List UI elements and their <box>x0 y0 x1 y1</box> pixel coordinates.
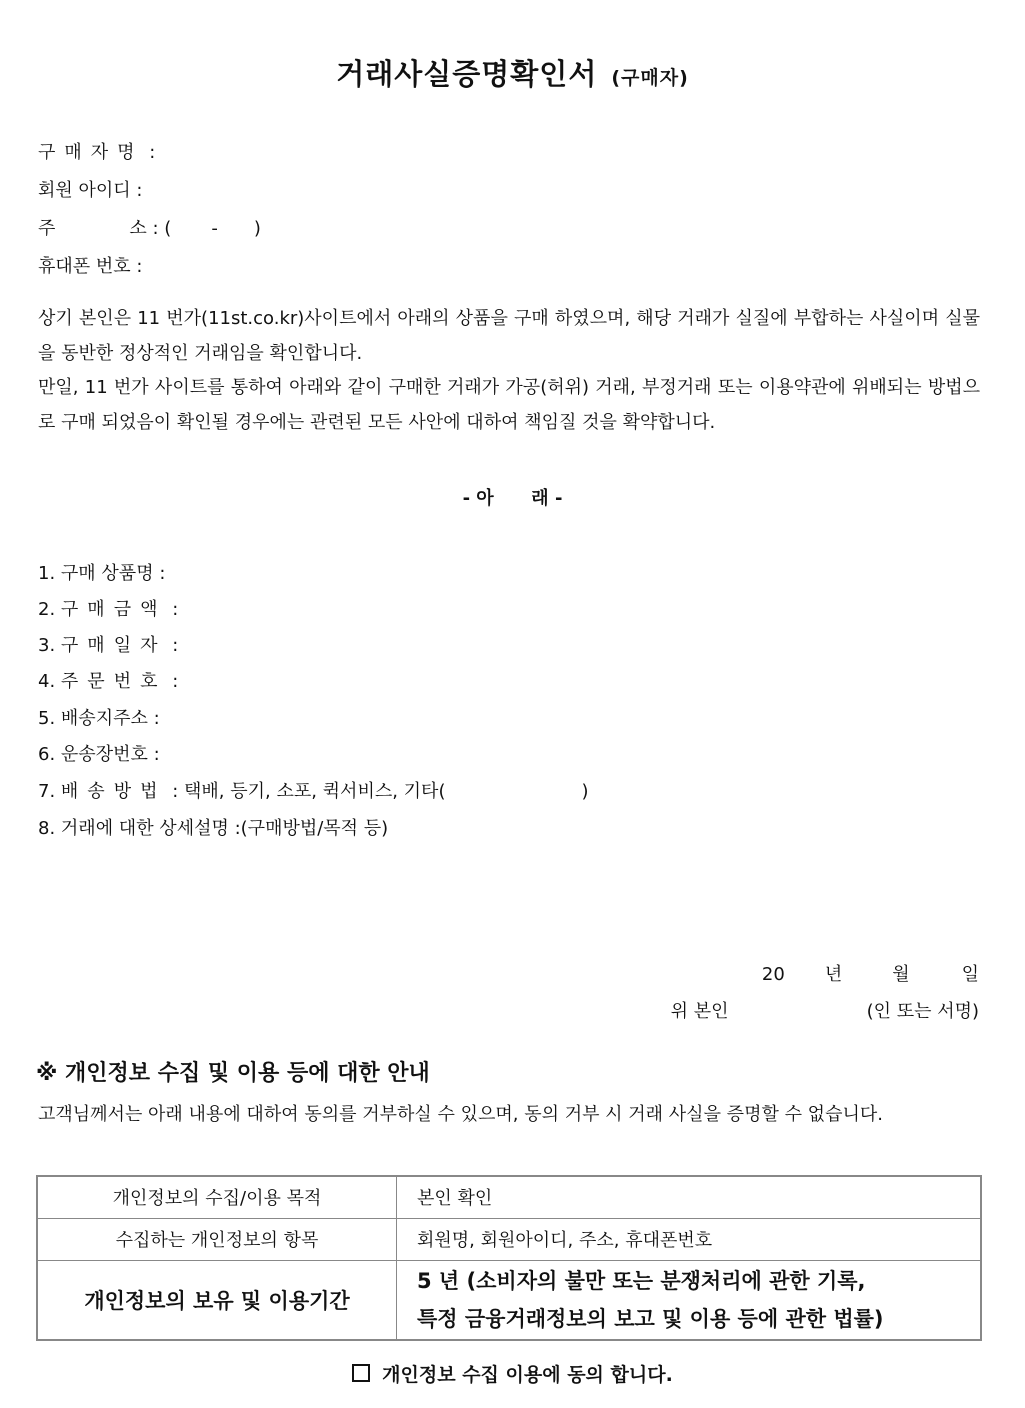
field-label: 휴대폰 번호 <box>38 256 131 277</box>
row-value: 본인 확인 <box>397 1176 982 1218</box>
item-number: 5. <box>38 708 56 729</box>
item-date <box>38 631 178 657</box>
table-row <box>37 1176 981 1218</box>
date-day: 일 <box>961 964 979 985</box>
item-sep: : <box>147 708 160 729</box>
row-header: 개인정보의 수집/이용 목적 <box>37 1176 397 1218</box>
statement-paragraph-2: 만일, 11 번가 사이트를 통하여 아래와 같이 구매한 거래가 가공(허위) 거래, 부정거래 또는 이용약관에 위배되는 방법으로 구매 되었음이 확인될 경우에는 관련된 모든 사안에 대하여 책임질 것을 확약합니다. <box>38 377 980 433</box>
item-label: 거래에 대한 상세설명 <box>60 818 229 839</box>
consent-line <box>0 1360 1025 1387</box>
item-label: 구매 상품명 <box>60 563 154 584</box>
field-buyer-name <box>38 138 155 164</box>
title-sub: (구매자) <box>611 67 689 89</box>
item-label: 배송지주소 <box>60 708 148 729</box>
date-month: 월 <box>892 964 910 985</box>
item-label: 구매금액 <box>60 599 167 620</box>
privacy-description: 고객님께서는 아래 내용에 대하여 동의를 거부하실 수 있으며, 동의 거부 시 거래 사실을 증명할 수 없습니다. <box>38 1104 883 1125</box>
item-number: 2. <box>38 599 56 620</box>
item-sep: : <box>228 818 241 839</box>
item-end: ) <box>581 781 589 802</box>
field-label: 회원 아이디 <box>38 180 131 201</box>
item-sep: : <box>166 635 179 656</box>
item-shipping-address <box>38 704 160 730</box>
item-sep: : <box>147 744 160 765</box>
item-number: 1. <box>38 563 56 584</box>
item-sep: : <box>166 671 179 692</box>
consent-text: 개인정보 수집 이용에 동의 합니다. <box>382 1364 673 1386</box>
row-value: 회원명, 회원아이디, 주소, 휴대폰번호 <box>397 1218 982 1260</box>
item-sep: : <box>153 563 166 584</box>
field-member-id <box>38 176 142 202</box>
date-line <box>762 960 979 986</box>
row-value-line-1: 5 년 (소비자의 불만 또는 분쟁처리에 관한 기록, <box>417 1268 866 1293</box>
privacy-title: ※ 개인정보 수집 및 이용 등에 대한 안내 <box>36 1061 430 1086</box>
field-value: - <box>211 218 218 239</box>
field-sep: : <box>130 256 143 277</box>
document-title <box>0 52 1025 93</box>
row-value-line-2: 특정 금융거래정보의 보고 및 이용 등에 관한 법률) <box>417 1306 884 1331</box>
below-heading: - 아 래 - <box>462 488 563 509</box>
item-number: 8. <box>38 818 56 839</box>
field-label-2: 소 <box>129 218 147 239</box>
item-number: 7. <box>38 781 56 802</box>
signature-label: 위 본인 <box>670 1001 729 1022</box>
item-value: 택배, 등기, 소포, 퀵서비스, 기타( <box>184 781 446 802</box>
item-sep: : <box>166 599 179 620</box>
item-number: 6. <box>38 744 56 765</box>
statement-paragraph-1: 상기 본인은 11 번가(11st.co.kr)사이트에서 아래의 상품을 구매 하였으며, 해당 거래가 실질에 부합하는 사실이며 실물을 동반한 정상적인 거래임을 확인합니다. <box>38 308 980 364</box>
table-row <box>37 1260 981 1340</box>
item-label: 구매일자 <box>60 635 167 656</box>
signature-hint: (인 또는 서명) <box>866 1001 979 1022</box>
consent-checkbox[interactable] <box>352 1364 370 1382</box>
date-year: 년 <box>824 964 843 985</box>
item-detail-description <box>38 814 388 840</box>
item-amount <box>38 595 178 621</box>
row-header: 개인정보의 보유 및 이용기간 <box>37 1260 397 1340</box>
signature-line <box>671 997 979 1023</box>
field-address <box>38 214 261 240</box>
item-label: 운송장번호 <box>60 744 148 765</box>
field-sep: : ( <box>146 218 172 239</box>
item-label: 주문번호 <box>60 671 167 692</box>
row-header: 수집하는 개인정보의 항목 <box>37 1218 397 1260</box>
field-label: 구매자명 <box>38 142 144 163</box>
item-value: (구매방법/목적 등) <box>240 818 389 839</box>
item-label: 배송방법 <box>60 781 167 802</box>
item-product-name <box>38 559 165 585</box>
item-shipping-method <box>38 777 589 803</box>
field-sep: : <box>130 180 143 201</box>
item-order-number <box>38 667 178 693</box>
item-sep: : <box>166 781 179 802</box>
date-year-prefix: 20 <box>761 964 785 985</box>
table-row <box>37 1218 981 1260</box>
field-sep: : <box>143 142 156 163</box>
field-label: 주 <box>38 218 56 239</box>
item-number: 4. <box>38 671 56 692</box>
field-phone <box>38 252 142 278</box>
privacy-table <box>36 1175 982 1341</box>
field-end: ) <box>253 218 261 239</box>
item-tracking-number <box>38 740 160 766</box>
title-main: 거래사실증명확인서 <box>336 57 598 91</box>
item-number: 3. <box>38 635 56 656</box>
row-value <box>397 1260 982 1340</box>
